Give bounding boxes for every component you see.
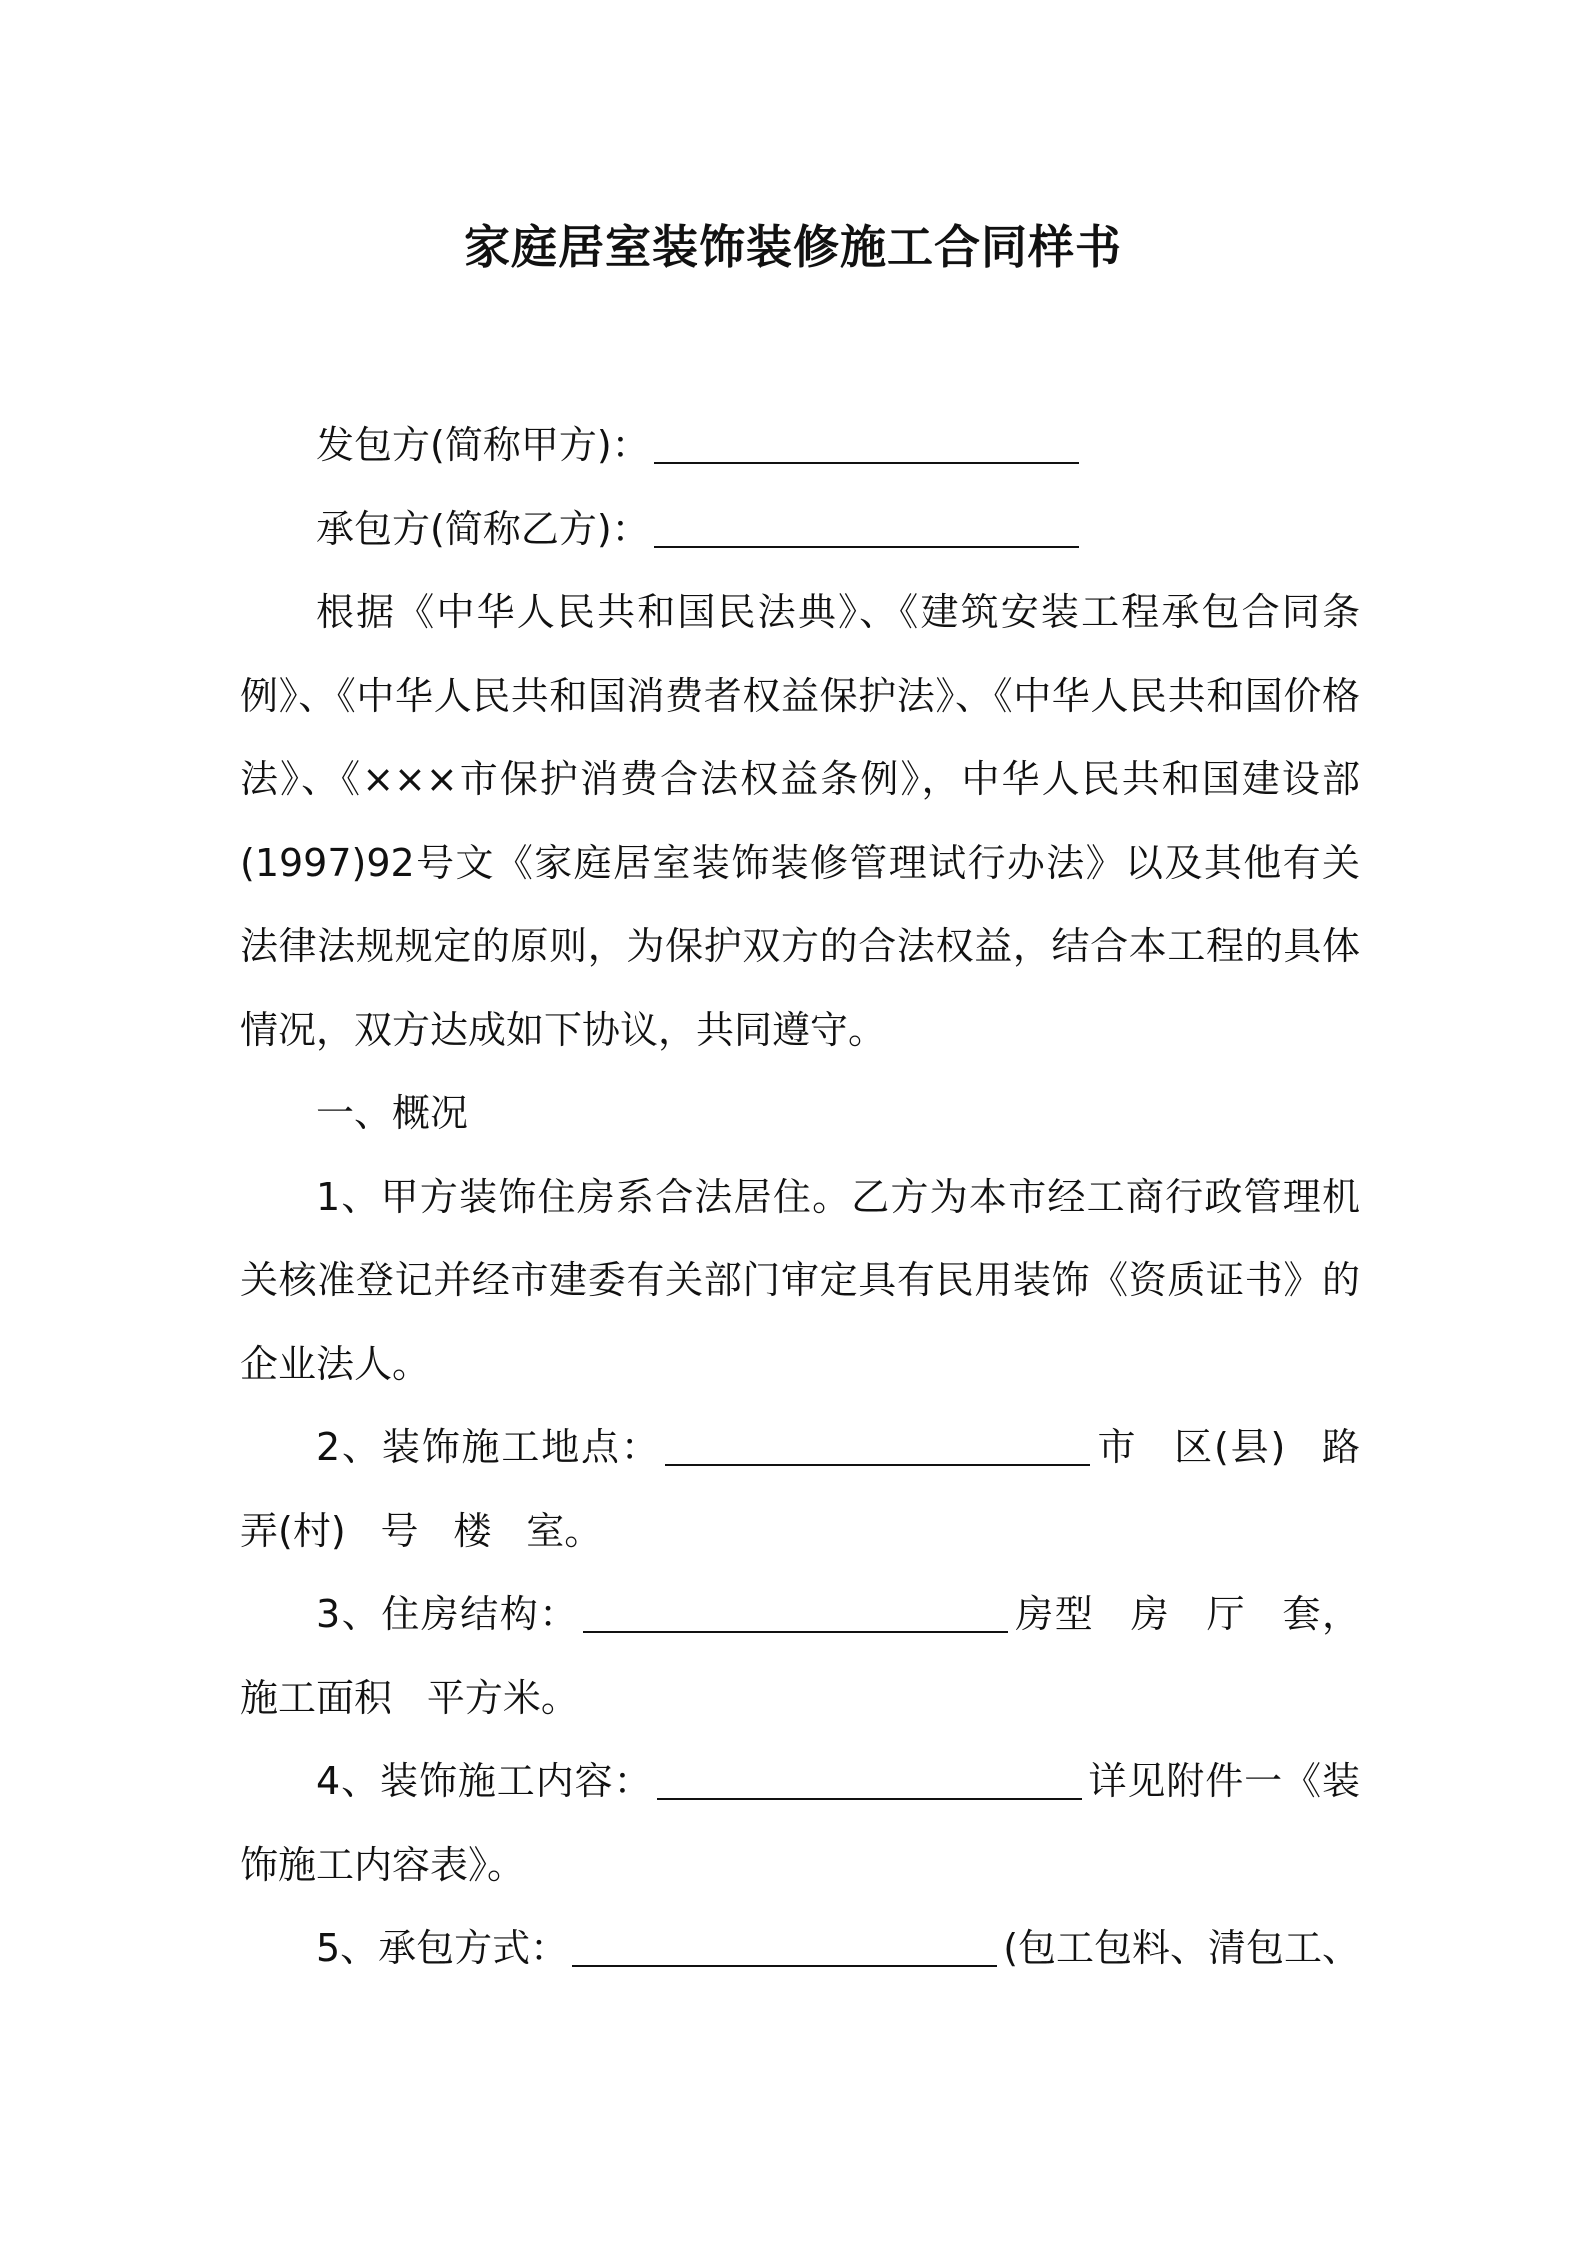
item-5-blank xyxy=(572,1925,997,1967)
party-b-blank xyxy=(654,506,1079,548)
item-3-blank xyxy=(583,1591,1008,1633)
document-body xyxy=(240,404,1360,1991)
party-a-line xyxy=(240,404,1360,488)
item-3-label: 3、住房结构： xyxy=(316,1592,579,1636)
party-a-label: 发包方(简称甲方)： xyxy=(316,423,650,467)
document-title: 家庭居室装饰装修施工合同样书 xyxy=(464,220,1122,274)
party-a-blank xyxy=(654,422,1079,464)
item-2-suffix: 市 区(县) 路 弄(村) 号 楼 室。 xyxy=(240,1425,1360,1553)
item-4-suffix: 详见附件一《装饰施工内容表》。 xyxy=(240,1759,1360,1887)
party-b-label: 承包方(简称乙方)： xyxy=(316,506,650,551)
item-2-paragraph xyxy=(240,1406,1360,1573)
item-5-paragraph xyxy=(240,1907,1360,1991)
preamble-paragraph: 根据《中华人民共和国民法典》、《建筑安装工程承包合同条例》、《中华人民共和国消费者权益保护法》、《中华人民共和国价格法》、《×××市保护消费合法权益条例》，中华人民共和国建设部(1997)92号文《家庭居室装饰装修管理试行办法》以及其他有关法律法规规定的原则，为保护双方的合法权益，结合本工程的具体情况，双方达成如下协议，共同遵守。 xyxy=(240,590,1360,1052)
item-4-paragraph xyxy=(240,1740,1360,1907)
party-b-line xyxy=(240,488,1360,572)
item-3-paragraph xyxy=(240,1573,1360,1740)
item-1-paragraph: 1、甲方装饰住房系合法居住。乙方为本市经工商行政管理机关核准登记并经市建委有关部门审定具有民用装饰《资质证书》的企业法人。 xyxy=(240,1174,1360,1386)
item-5-suffix: (包工包料、清包工、 xyxy=(1003,1926,1361,1970)
item-2-blank xyxy=(665,1424,1090,1466)
item-3-suffix: 房型 房 厅 套，施工面积 平方米。 xyxy=(240,1592,1361,1720)
section-1-heading: 一、概况 xyxy=(316,1091,469,1135)
item-4-label: 4、装饰施工内容： xyxy=(316,1759,653,1803)
item-2-label: 2、装饰施工地点： xyxy=(316,1425,661,1469)
item-4-blank xyxy=(657,1758,1082,1800)
item-5-label: 5、承包方式： xyxy=(316,1926,569,1970)
